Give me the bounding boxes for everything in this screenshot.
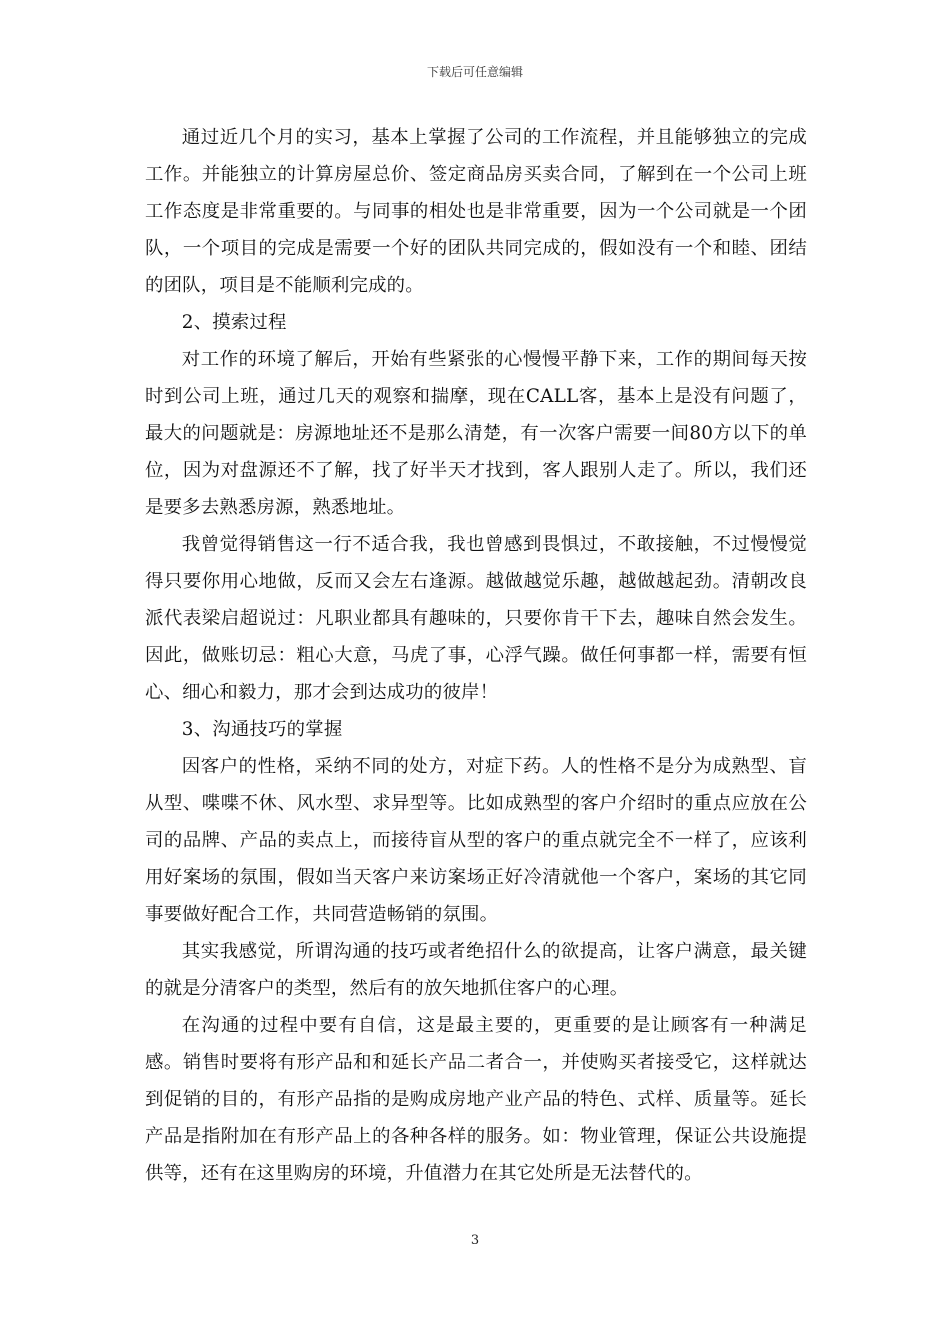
page-number: 3 [470, 1233, 480, 1248]
paragraph-confidence: 在沟通的过程中要有自信，这是最主要的，更重要的是让顾客有一种满足感。销售时要将有形产品和和延长产品二者合一，并使购买者接受它，这样就达到促销的目的，有形产品指的是购成房地产业产品的特色、式样、质量等。延长产品是指附加在有形产品上的各种各样的服务。如：物业管理，保证公共设施提供等，还有在这里购房的环境，升值潜力在其它处所是无法替代的。 [145, 1015, 807, 1184]
paragraph-work-process: 通过近几个月的实习，基本上掌握了公司的工作流程，并且能够独立的完成工作。并能独立的计算房屋总价、签定商品房买卖合同，了解到在一个公司上班工作态度是非常重要的。与同事的相处也是非常重要，因为一个公司就是一个团队，一个项目的完成是需要一个好的团队共同完成的，假如没有一个和睦、团结的团队，项目是不能顺利完成的。 [145, 127, 807, 296]
section-heading-communication: 3、沟通技巧的掌握 [181, 719, 343, 740]
section-heading-exploration: 2、摸索过程 [181, 312, 287, 333]
paragraph-communication-key: 其实我感觉，所谓沟通的技巧或者绝招什么的欲提高，让客户满意，最关键的就是分清客户的类型，然后有的放矢地抓住客户的心理。 [145, 941, 807, 999]
paragraph-sales-attitude: 我曾觉得销售这一行不适合我，我也曾感到畏惧过，不敢接触，不过慢慢觉得只要你用心地做，反而又会左右逢源。越做越觉乐趣，越做越起劲。清朝改良派代表梁启超说过：凡职业都具有趣味的，只要你肯干下去，趣味自然会发生。因此，做账切忌：粗心大意，马虎了事，心浮气躁。做任何事都一样，需要有恒心、细心和毅力，那才会到达成功的彼岸！ [145, 534, 807, 703]
page-header: 下载后可任意编辑 [426, 65, 523, 79]
paragraph-customer-types: 因客户的性格，采纳不同的处方，对症下药。人的性格不是分为成熟型、盲从型、喋喋不休、风水型、求异型等。比如成熟型的客户介绍时的重点应放在公司的品牌、产品的卖点上，而接待盲从型的客户的重点就完全不一样了，应该利用好案场的氛围，假如当天客户来访案场正好冷清就他一个客户，案场的其它同事要做好配合工作，共同营造畅销的氛围。 [145, 756, 807, 925]
paragraph-exploration: 对工作的环境了解后，开始有些紧张的心慢慢平静下来，工作的期间每天按时到公司上班，通过几天的观察和揣摩，现在CALL客，基本上是没有问题了，最大的问题就是：房源地址还不是那么清楚，有一次客户需要一间80方以下的单位，因为对盘源还不了解，找了好半天才找到，客人跟别人走了。所以，我们还是要多去熟悉房源，熟悉地址。 [145, 349, 807, 518]
document-body [145, 119, 807, 1192]
